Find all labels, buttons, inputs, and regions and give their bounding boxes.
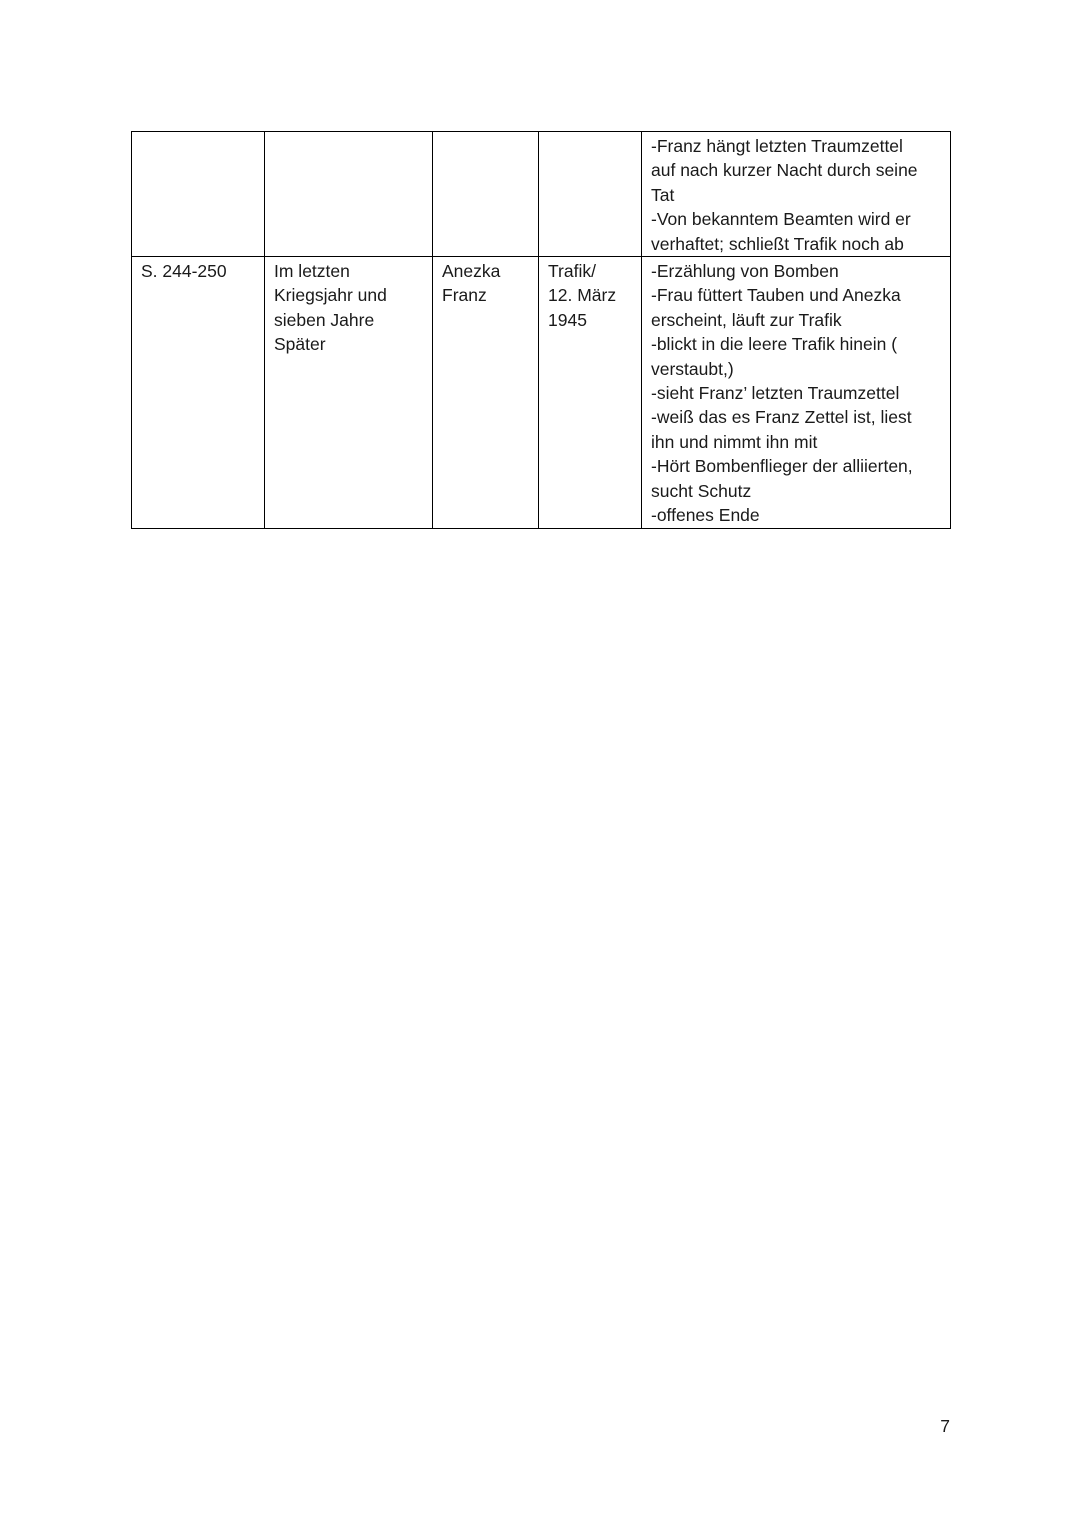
cell-characters — [433, 132, 539, 257]
content-line: Tat — [651, 184, 675, 205]
pages-text: S. 244-250 — [141, 261, 227, 282]
content-line: -weiß das es Franz Zettel ist, liest — [651, 407, 912, 428]
cell-characters — [433, 257, 539, 528]
time-line: Im letzten — [274, 261, 350, 282]
place-line: 1945 — [548, 309, 587, 330]
content-line: sucht Schutz — [651, 480, 752, 501]
character-line: Anezka — [442, 261, 501, 282]
content-line: -Frau füttert Tauben und Anezka — [651, 285, 901, 306]
content-line: -sieht Franz’ letzten Traumzettel — [651, 383, 900, 404]
cell-pages — [132, 257, 265, 528]
content-line: -offenes Ende — [651, 505, 760, 526]
cell-time — [265, 132, 433, 257]
content-line: -Franz hängt letzten Traumzettel — [651, 136, 903, 156]
cell-time — [265, 257, 433, 528]
cell-content — [642, 132, 951, 257]
cell-content — [642, 257, 951, 528]
place-line: 12. März — [548, 285, 617, 306]
content-line: -blickt in die leere Trafik hinein ( — [651, 334, 898, 355]
content-line: -Hört Bombenflieger der alliierten, — [651, 456, 913, 477]
content-line: ihn und nimmt ihn mit — [651, 431, 818, 452]
content-line: auf nach kurzer Nacht durch seine — [651, 160, 918, 181]
content-line: -Von bekanntem Beamten wird er — [651, 209, 911, 230]
table-row — [132, 257, 951, 528]
cell-place — [539, 132, 642, 257]
time-line: sieben Jahre — [274, 309, 375, 330]
time-line: Später — [274, 334, 326, 355]
character-line: Franz — [442, 285, 487, 306]
content-line: verhaftet; schließt Trafik noch ab — [651, 233, 904, 254]
content-line: verstaubt,) — [651, 358, 734, 379]
time-line: Kriegsjahr und — [274, 285, 387, 306]
page-number: 7 — [940, 1416, 950, 1436]
content-line: erscheint, läuft zur Trafik — [651, 309, 842, 330]
table-row — [132, 132, 951, 257]
summary-table — [131, 131, 951, 529]
content-line: -Erzählung von Bomben — [651, 261, 839, 282]
place-line: Trafik/ — [548, 261, 596, 282]
cell-place — [539, 257, 642, 528]
cell-pages — [132, 132, 265, 257]
